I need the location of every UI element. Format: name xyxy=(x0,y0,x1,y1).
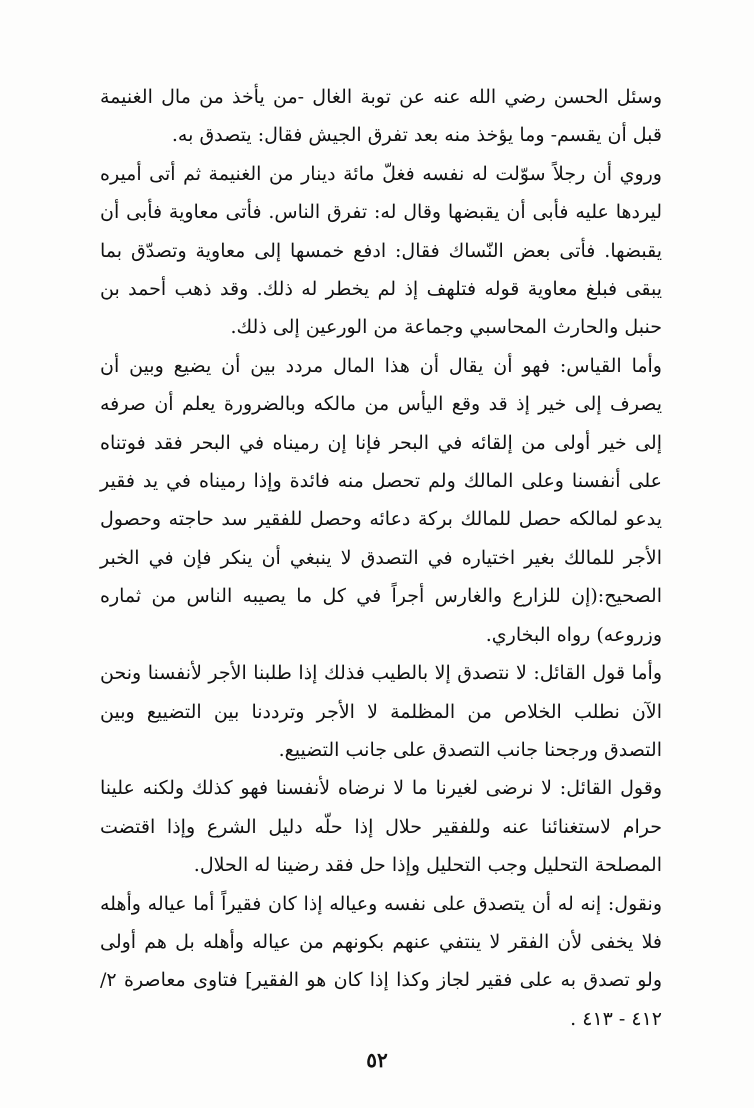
body-text xyxy=(100,78,662,1038)
paragraph-not-please-others-objection: وقول القائل: لا نرضى لغيرنا ما لا نرضاه لأنفسنا فهو كذلك ولكنه علينا حرام لاستغنائنا عنه وللفقير حلال إذا حلّه دليل الشرع وإذا اقتضت المصلحة التحليل وجب التحليل وإذا حل فقد رضينا له الحلال. xyxy=(100,777,662,877)
page-number: ٥٢ xyxy=(366,1048,388,1072)
paragraph-qiyas: وأما القياس: فهو أن يقال أن هذا المال مردد بين أن يضيع وبين أن يصرف إلى خير إذ قد وقع اليأس من مالكه وبالضرورة يعلم أن صرفه إلى خير أولى من إلقائه في البحر فإنا إن رميناه في البحر فقد فوتناه على أنفسنا وعلى المالك ولم تحصل منه فائدة وإذا رميناه في يد فقير يدعو لمالكه حصل للمالك بركة دعائه وحصل للفقير سد حاجته وحصول الأجر للمالك بغير اختياره في التصدق لا ينبغي أن ينكر فإن في الخبر الصحيح:(إن للزارع والغارس أجراً في كل ما يصيبه الناس من ثماره وزروعه) رواه البخاري. xyxy=(100,354,662,646)
paragraph-hundred-dinars-story: وروي أن رجلاً سوّلت له نفسه فغلّ مائة دينار من الغنيمة ثم أتى أميره ليردها عليه فأبى أن يقبضها وقال له: تفرق الناس. فأتى معاوية فأبى أن يقبضها. فأتى بعض النّساك فقال: ادفع خمسها إلى معاوية وتصدّق بما يبقى فبلغ معاوية قوله فتلهف إذ لم يخطر له ذلك. وقد ذهب أحمد بن حنبل والحارث المحاسبي وجماعة من الورعين إلى ذلك. xyxy=(100,162,662,339)
paragraph-ghal-question: وسئل الحسن رضي الله عنه عن توبة الغال -من يأخذ من مال الغنيمة قبل أن يقسم- وما يؤخذ منه بعد تفرق الجيش فقال: يتصدق به. xyxy=(100,86,662,147)
paragraph-self-and-family: ونقول: إنه له أن يتصدق على نفسه وعياله إذا كان فقيراً أما عياله وأهله فلا يخفى لأن الفقر لا ينتفي عنهم بكونهم من عياله وأهله بل هم أولى ولو تصدق به على فقير لجاز وكذا إذا كان هو الفقير] فتاوى معاصرة ٢/ ٤١٢ - ٤١٣ . xyxy=(100,892,662,1030)
paragraph-only-good-objection: وأما قول القائل: لا نتصدق إلا بالطيب فذلك إذا طلبنا الأجر لأنفسنا ونحن الآن نطلب الخلاص من المظلمة لا الأجر وترددنا بين التضييع وبين التصدق ورجحنا جانب التصدق على جانب التضييع. xyxy=(100,662,662,761)
